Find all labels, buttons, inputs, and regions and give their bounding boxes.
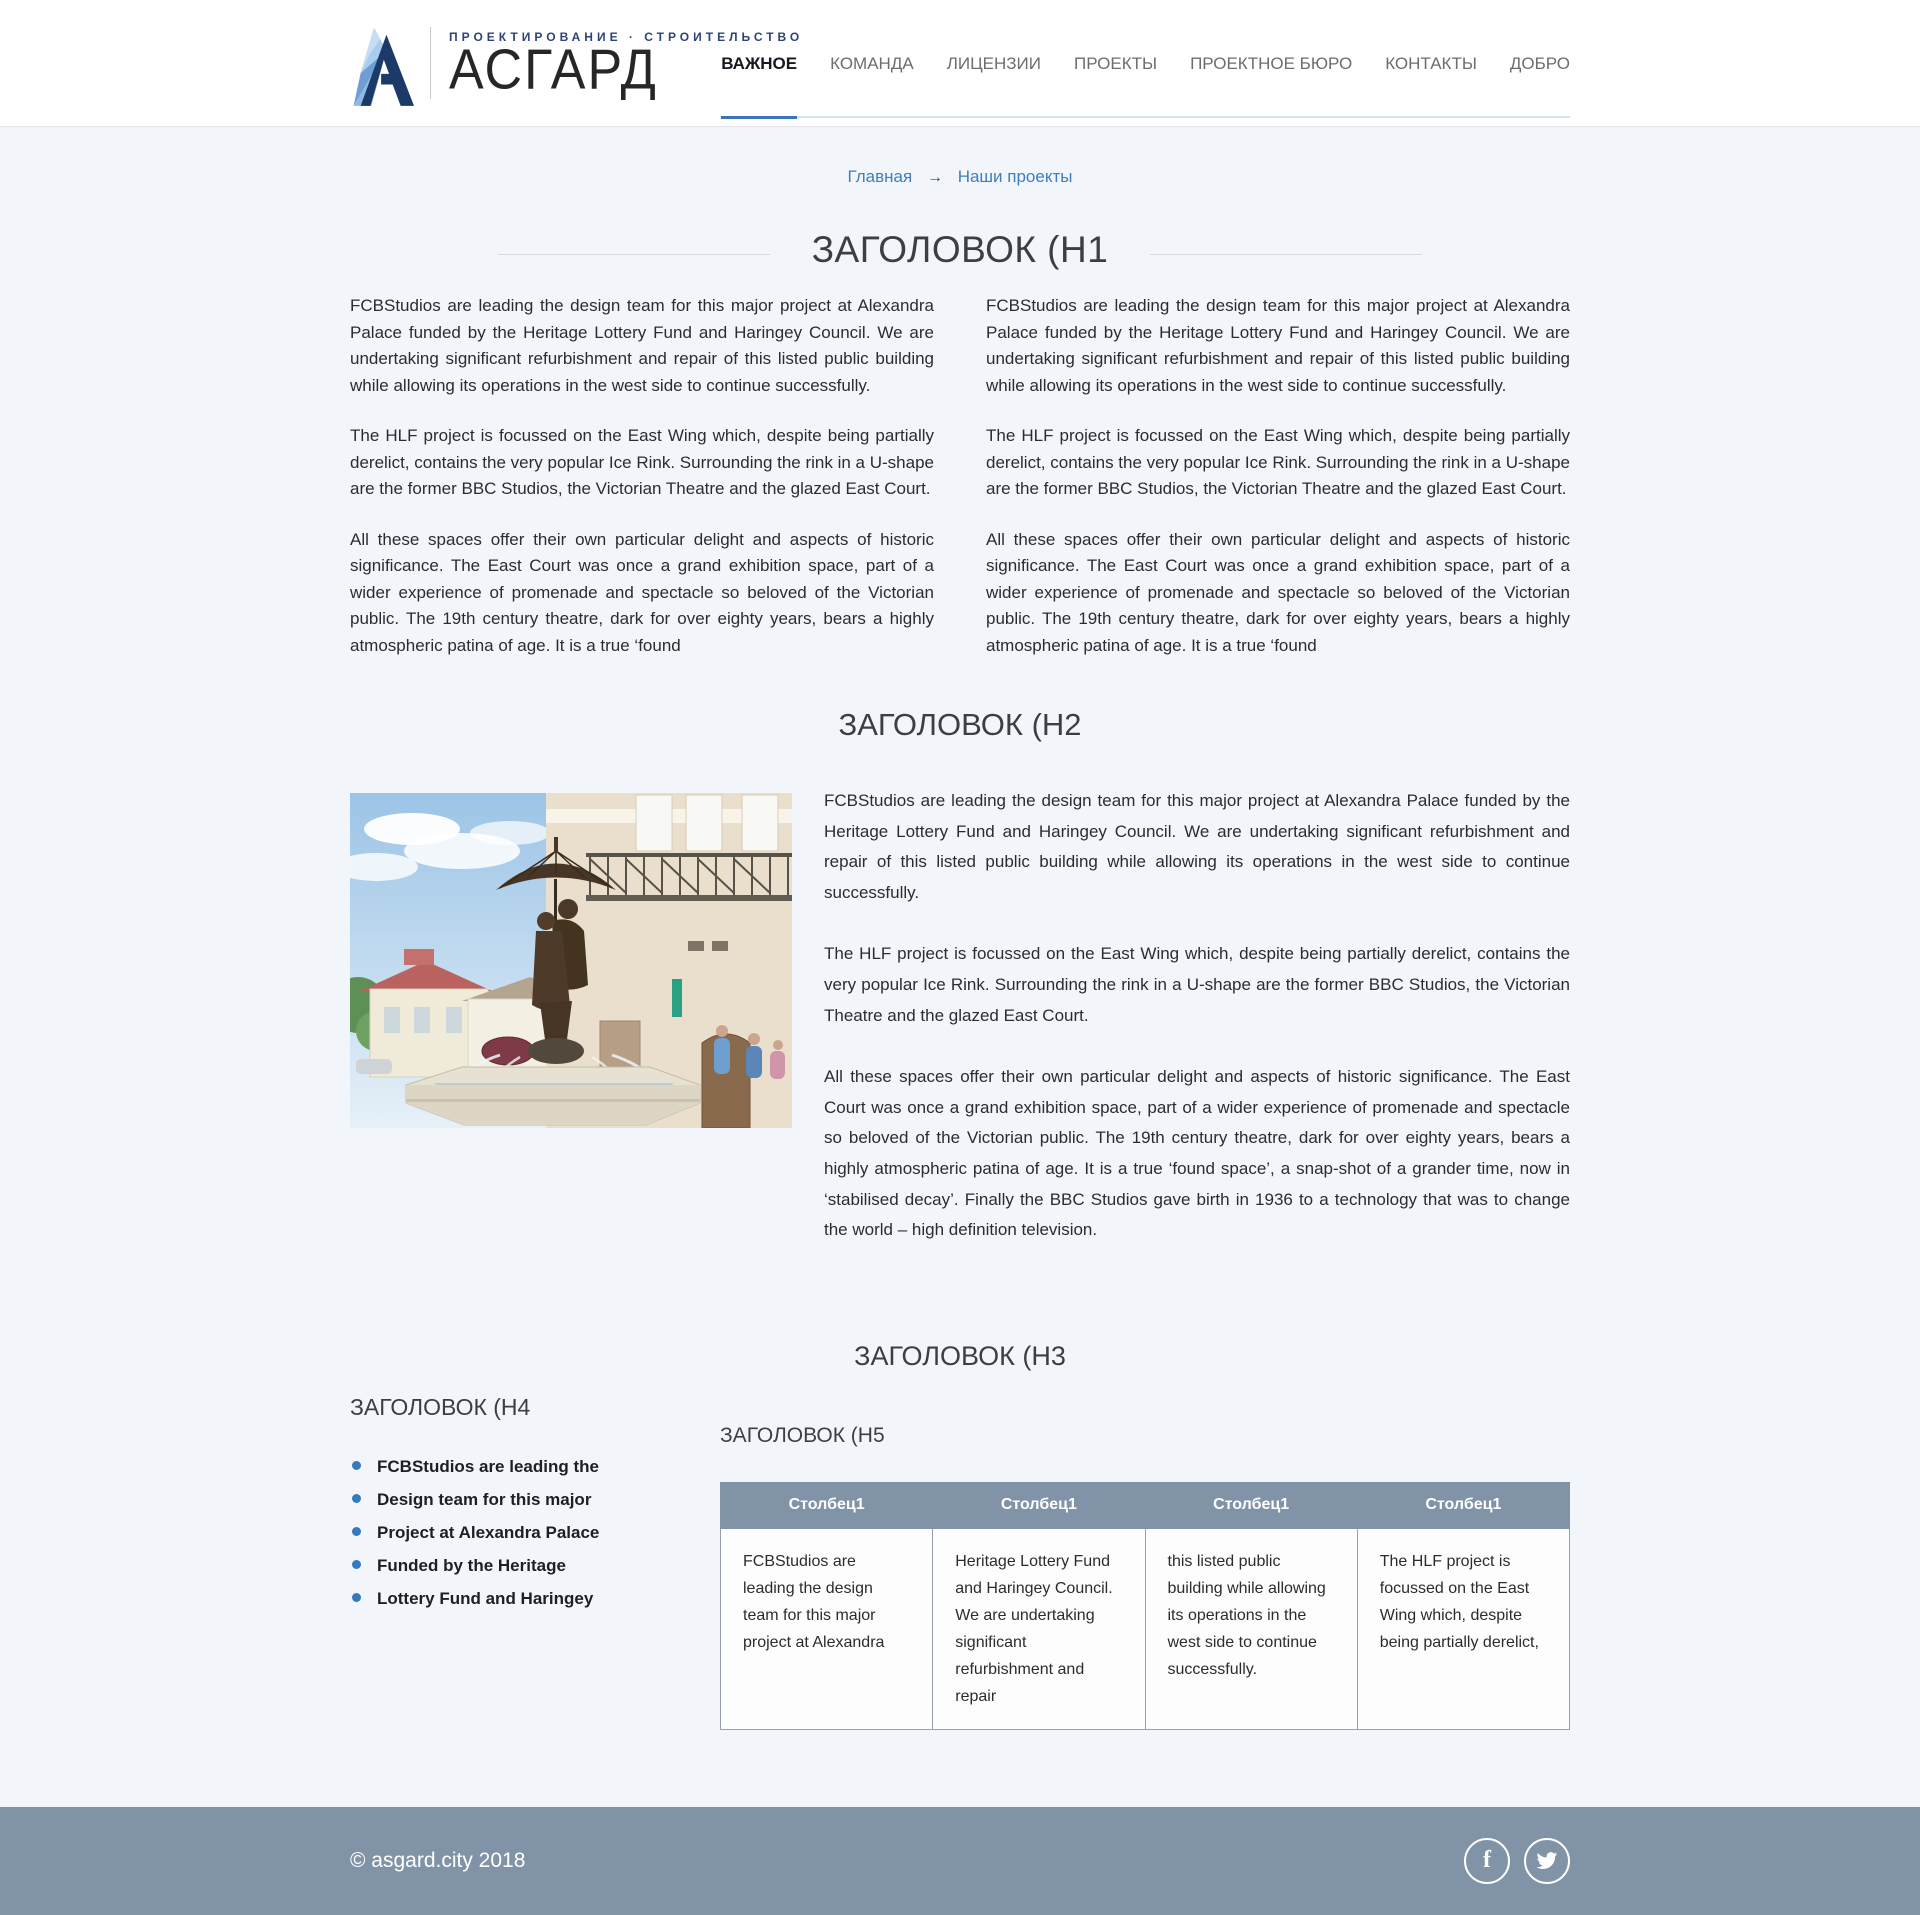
copyright-text: © asgard.city 2018: [350, 1848, 526, 1872]
table-cell: Heritage Lottery Fund and Haringey Council. We are undertaking significant refurbishment and repair: [933, 1528, 1145, 1729]
heading-h4: ЗАГОЛОВОК (H4: [350, 1393, 531, 1420]
heading-h3: ЗАГОЛОВОК (H3: [854, 1340, 1066, 1371]
text-column-right: [986, 293, 1570, 659]
table-header-cell: Столбец1: [721, 1482, 933, 1528]
twitter-icon: [1536, 1852, 1558, 1870]
bullet-item: [350, 1556, 680, 1576]
table-block: [720, 1384, 1570, 1730]
nav-item-proekty[interactable]: ПРОЕКТЫ: [1073, 54, 1158, 73]
logo-brand: АСГАРД: [449, 38, 658, 101]
paragraph: The HLF project is focussed on the East Wing which, despite being partially derelict, contains the very popular Ice Rink. Surrounding the rink in a U-shape are the former BBC Studios, the Victorian Theatre and the glazed East Court.: [824, 944, 1570, 1025]
table-header-cell: Столбец1: [1357, 1482, 1569, 1528]
breadcrumb-home-link[interactable]: Главная: [847, 167, 913, 186]
bullet-item: [350, 1457, 680, 1477]
bullet-icon: [352, 1527, 361, 1536]
paragraph: FCBStudios are leading the design team for this major project at Alexandra Palace funded by the Heritage Lottery Fund and Haringey Council. We are undertaking significant refurbishment and repair of this listed public building while allowing its operations in the west side to continue successfully.: [986, 296, 1570, 395]
nav-item-licenzii[interactable]: ЛИЦЕНЗИИ: [946, 54, 1041, 73]
heading-h2: ЗАГОЛОВОК (H2: [838, 707, 1082, 742]
bullet-icon: [352, 1461, 361, 1470]
paragraph: FCBStudios are leading the design team for this major project at Alexandra Palace funded by the Heritage Lottery Fund and Haringey Council. We are undertaking significant refurbishment and repair of this listed public building while allowing its operations in the west side to continue successfully.: [824, 791, 1570, 902]
nav-underline: [721, 116, 1570, 118]
bullet-icon: [352, 1593, 361, 1602]
bullet-item-label: Lottery Fund and Haringey: [377, 1588, 594, 1608]
media-section: [350, 793, 1570, 1277]
nav-item-vazhnoe[interactable]: ВАЖНОЕ: [721, 54, 798, 73]
heading-h5: ЗАГОЛОВОК (H5: [720, 1423, 885, 1447]
media-text: [824, 793, 1570, 1277]
list-block: [350, 1384, 680, 1730]
logo-tagline: ПРОЕКТИРОВАНИЕ · СТРОИТЕЛЬСТВО: [449, 29, 804, 44]
paragraph: The HLF project is focussed on the East Wing which, despite being partially derelict, contains the very popular Ice Rink. Surrounding the rink in a U-shape are the former BBC Studios, the Victorian Theatre and the glazed East Court.: [986, 426, 1570, 498]
page-title-h1: ЗАГОЛОВОК (H1: [811, 229, 1109, 270]
table-cell: this listed public building while allowing its operations in the west side to continue successfully.: [1145, 1528, 1357, 1729]
bullet-icon: [352, 1560, 361, 1569]
lower-section: [350, 1384, 1570, 1730]
nav-item-dobro[interactable]: ДОБРО: [1509, 54, 1570, 73]
breadcrumb: [0, 127, 1920, 187]
title-line-right: [1150, 254, 1422, 255]
site-header: [0, 0, 1920, 127]
breadcrumb-arrow-icon: →: [926, 169, 943, 186]
nav-item-proektnoe-buro[interactable]: ПРОЕКТНОЕ БЮРО: [1190, 54, 1353, 73]
text-column-left: [350, 293, 934, 659]
twitter-button[interactable]: [1524, 1838, 1570, 1884]
paragraph: FCBStudios are leading the design team for this major project at Alexandra Palace funded by the Heritage Lottery Fund and Haringey Council. We are undertaking significant refurbishment and repair of this listed public building while allowing its operations in the west side to continue successfully.: [350, 296, 934, 395]
main-nav: [721, 54, 1570, 74]
paragraph: All these spaces offer their own particular delight and aspects of historic significance. The East Court was once a grand exhibition space, part of a wider experience of promenade and spectacle so beloved of the Victorian public. The 19th century theatre, dark for over eighty years, bears a highly atmospheric patina of age. It is a true ‘found space’, a snap-shot of a grander time, now in ‘stabilised decay’. Finally the BBC Studios gave birth in 1936 to a technology that was to change the world – high definition television.: [824, 1067, 1570, 1240]
text-columns: [350, 293, 1570, 659]
social-links: [1464, 1838, 1570, 1884]
table-row: [721, 1528, 1570, 1729]
bullet-item-label: Design team for this major: [377, 1489, 592, 1509]
title-line-left: [498, 254, 770, 255]
table-cell: The HLF project is focussed on the East Wing which, despite being partially derelict,: [1357, 1528, 1569, 1729]
facebook-button[interactable]: [1464, 1838, 1510, 1884]
bullet-item-label: Funded by the Heritage: [377, 1555, 566, 1575]
logo-divider: [430, 27, 431, 99]
nav-item-komanda[interactable]: КОМАНДА: [830, 54, 914, 73]
paragraph: The HLF project is focussed on the East Wing which, despite being partially derelict, contains the very popular Ice Rink. Surrounding the rink in a U-shape are the former BBC Studios, the Victorian Theatre and the glazed East Court.: [350, 426, 934, 498]
site-footer: [0, 1807, 1920, 1915]
bullet-item-label: FCBStudios are leading the: [377, 1456, 599, 1476]
fountain-photo: [350, 793, 792, 1128]
table-cell: FCBStudios are leading the design team for this major project at Alexandra: [721, 1528, 933, 1729]
logo-icon: [350, 20, 414, 110]
data-table: [720, 1482, 1570, 1730]
paragraph: All these spaces offer their own particular delight and aspects of historic significance. The East Court was once a grand exhibition space, part of a wider experience of promenade and spectacle so beloved of the Victorian public. The 19th century theatre, dark for over eighty years, bears a highly atmospheric patina of age. It is a true ‘found: [986, 529, 1570, 655]
table-header-cell: Столбец1: [933, 1482, 1145, 1528]
page-content: [0, 127, 1920, 1730]
bullet-item: [350, 1523, 680, 1543]
page-title-row: [350, 229, 1570, 271]
table-header-row: [721, 1482, 1570, 1528]
facebook-icon: f: [1483, 1846, 1491, 1873]
bullet-list: [350, 1457, 680, 1609]
nav-item-kontakty[interactable]: КОНТАКТЫ: [1385, 54, 1477, 73]
bullet-item-label: Project at Alexandra Palace: [377, 1522, 600, 1542]
table-header-cell: Столбец1: [1145, 1482, 1357, 1528]
bullet-icon: [352, 1494, 361, 1503]
bullet-item: [350, 1589, 680, 1609]
breadcrumb-current-link[interactable]: Наши проекты: [957, 167, 1073, 186]
paragraph: All these spaces offer their own particular delight and aspects of historic significance. The East Court was once a grand exhibition space, part of a wider experience of promenade and spectacle so beloved of the Victorian public. The 19th century theatre, dark for over eighty years, bears a highly atmospheric patina of age. It is a true ‘found: [350, 529, 934, 655]
bullet-item: [350, 1490, 680, 1510]
